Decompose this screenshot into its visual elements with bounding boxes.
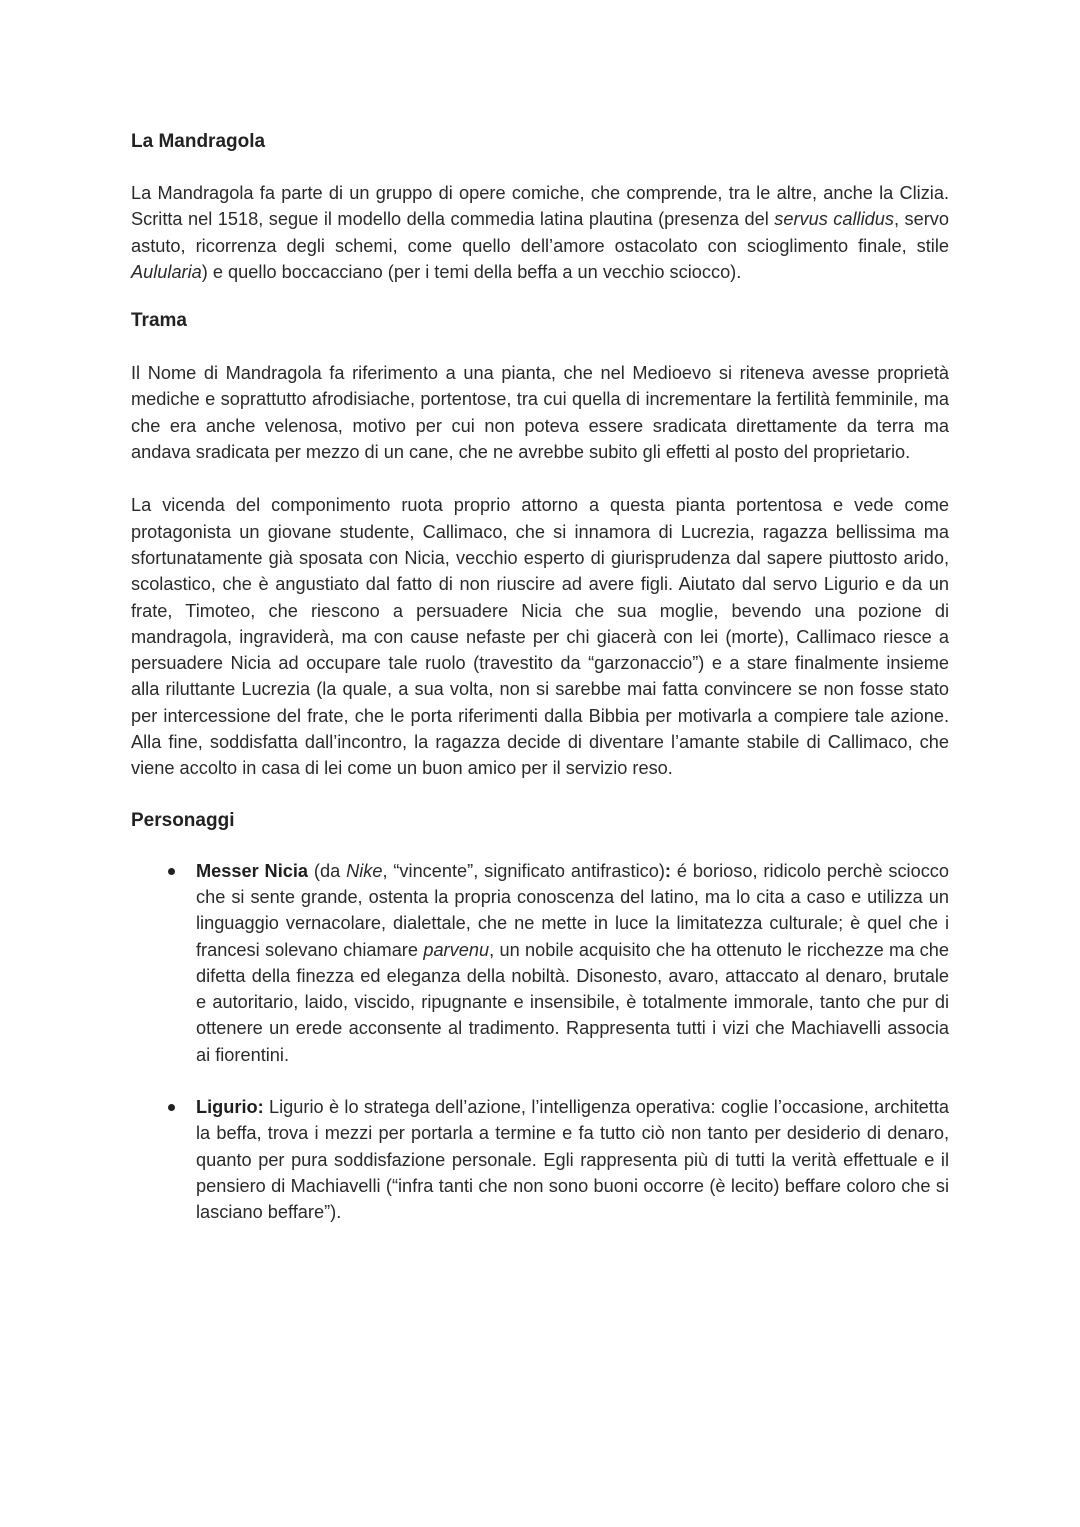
character-name-ligurio: Ligurio: [196, 1097, 264, 1118]
document-page [131, 128, 949, 1226]
intro-text-3: ) e quello boccacciano (per i temi della beffa a un vecchio sciocco). [201, 261, 742, 282]
bullet-icon [168, 868, 175, 875]
nicia-colon: : [664, 860, 671, 881]
bullet-icon [168, 1104, 175, 1111]
intro-paragraph [131, 180, 949, 285]
nicia-italic-nike: Nike [346, 860, 383, 881]
section-heading-personaggi: Personaggi [131, 809, 235, 831]
document-title: La Mandragola [131, 131, 266, 152]
trama-paragraph-2: La vicenda del componimento ruota proprio attorno a questa pianta portentosa e vede come protagonista un giovane studente, Callimaco, che si innamora di Lucrezia, ragazza bellissima ma sfortunatamente già sposata con Nicia, vecchio esperto di giurisprudenza dal sapere piuttosto arido, scolastico, che è angustiato dal fatto di non riuscire ad avere figli. Aiutato dal servo Ligurio e da un frate, Timoteo, che riescono a persuadere Nicia che sua moglie, bevendo una pozione di mandragola, ingraviderà, ma con cause nefaste per chi giacerà con lei (morte), Callimaco riesce a persuadere Nicia ad occupare tale ruolo (travestito da “garzonaccio”) e a stare finalmente insieme alla riluttante Lucrezia (la quale, a sua volta, non si sarebbe mai fatta convincere se non fosse stato per intercessione del frate, che le porta riferimenti dalla Bibbia per motivarla a compiere tale azione. Alla fine, soddisfatta dall’incontro, la ragazza decide di diventare l’amante stabile di Callimaco, che viene accolto in casa di lei come un buon amico per il servizio reso. [131, 495, 949, 779]
list-item-nicia [131, 858, 949, 1068]
list-item-ligurio [131, 1094, 949, 1225]
intro-italic-servus: servus callidus [774, 209, 894, 230]
nicia-text-4: , un nobile acquisito che ha ottenuto le ricchezze ma che difetta della finezza ed eleganza della nobiltà. Disonesto, avaro, attaccato al denaro, brutale e autoritario, laido, viscido, ripugnante e insensibile, è totalmente immorale, tanto che pur di ottenere un erede acconsente al tradimento. Rappresenta tutti i vizi che Machiavelli associa ai fiorentini. [196, 939, 949, 1065]
intro-text-1: La Mandragola fa parte di un gruppo di opere comiche, che comprende, tra le altre, anche la Clizia. Scritta nel 1518, segue il modello della commedia latina plautina (presenza del [131, 183, 949, 230]
nicia-text-3: é borioso, ridicolo perchè sciocco che si sente grande, ostenta la propria conoscenza del latino, ma lo cita a caso e utilizza un linguaggio vernacolare, dialettale, che ne mette in luce la limitatezza culturale; è quel che i francesi solevano chiamare [196, 860, 949, 960]
nicia-text-2: , “vincente”, significato antifrastico) [382, 860, 665, 881]
nicia-italic-parvenu: parvenu [423, 939, 490, 960]
character-name-nicia: Messer Nicia [196, 860, 309, 881]
ligurio-text-1: Ligurio è lo stratega dell’azione, l’intelligenza operativa: coglie l’occasione, architetta la beffa, trova i mezzi per portarla a termine e fa tutto ciò non tanto per desiderio di denaro, quanto per pura soddisfazione personale. Egli rappresenta più di tutti la verità effettuale e il pensiero di Machiavelli (“infra tanti che non sono buoni occorre (è lecito) beffare coloro che si lasciano beffare”). [196, 1097, 949, 1223]
intro-text-2: , servo astuto, ricorrenza degli schemi, come quello dell’amore ostacolato con scioglimento finale, stile [131, 209, 949, 256]
trama-paragraph-1: Il Nome di Mandragola fa riferimento a una pianta, che nel Medioevo si riteneva avesse proprietà mediche e soprattutto afrodisiache, portentose, tra cui quella di incrementare la fertilità femminile, ma che era anche velenosa, motivo per cui non poteva essere sradicata direttamente da terra ma andava sradicata per mezzo di un cane, che ne avrebbe subito gli effetti al posto del proprietario. [131, 363, 949, 463]
character-list [131, 858, 949, 1226]
nicia-text-1: (da [308, 860, 347, 881]
section-heading-trama: Trama [131, 310, 187, 332]
intro-italic-aulularia: Aulularia [131, 261, 202, 282]
